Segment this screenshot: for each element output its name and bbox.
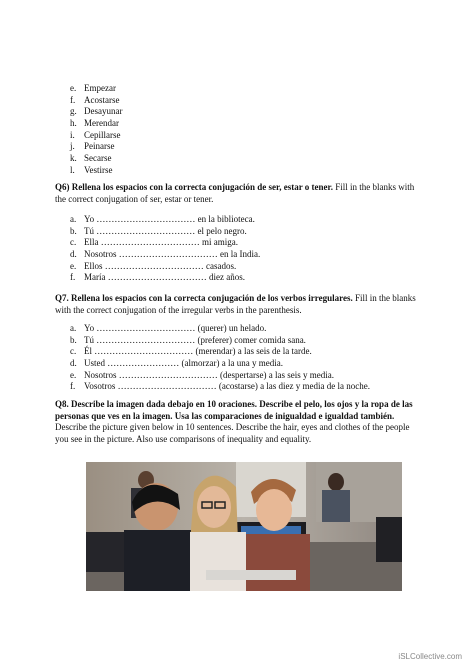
answer-item: a. Yo …………………………… (querer) un helado.	[70, 323, 267, 333]
answer-item: c. Ella …………………………… mi amiga.	[70, 237, 238, 248]
answer-item: d. Usted …………………… (almorzar) a la una y media.	[70, 358, 283, 369]
answer-item: b. Tú …………………………… el pelo negro.	[70, 225, 247, 236]
answer-item: d. Nosotros …………………………… en la India.	[70, 249, 261, 260]
answer-item: f. María …………………………… diez años.	[70, 272, 245, 283]
list-item: l. Vestirse	[70, 164, 113, 175]
answer-item: e. Nosotros …………………………… (despertarse) a las seis y media.	[70, 369, 334, 380]
question-q7	[55, 293, 423, 316]
list-item: e. Empezar	[70, 83, 116, 93]
list-item: f. Acostarse	[70, 94, 120, 105]
students-photo	[86, 462, 402, 591]
answer-item: a. Yo …………………………… en la biblioteca.	[70, 214, 255, 224]
list-item: k. Secarse	[70, 153, 112, 164]
question-title: Q8. Describe la imagen dada debajo en 10 oraciones. Describe el pelo, los ojos y la ropa de las personas que ves en la imagen. Usa las comparaciones de inigualdad e igualdad también.	[55, 399, 413, 421]
list-item: i. Cepillarse	[70, 129, 121, 140]
question-q8	[55, 399, 423, 445]
students-photo-illustration	[86, 462, 402, 591]
answer-item: f. Vosotros …………………………… (acostarse) a las diez y media de la noche.	[70, 381, 371, 392]
watermark: iSLCollective.com	[398, 652, 462, 661]
question-q6	[55, 182, 423, 205]
answer-item: e. Ellos …………………………… casados.	[70, 260, 237, 271]
q6-answers	[70, 214, 430, 284]
list-item: j. Peinarse	[70, 141, 115, 152]
question-instruction: Fill in the blanks with the correct conjugation of the irregular verbs in the parenthesis.	[55, 293, 416, 315]
answer-item: c. Él …………………………… (merendar) a las seis de la tarde.	[70, 346, 312, 357]
answer-item: b. Tú …………………………… (preferer) comer comida sana.	[70, 334, 306, 345]
verb-list	[70, 83, 430, 177]
list-item: h. Merendar	[70, 118, 119, 129]
list-item: g. Desayunar	[70, 106, 123, 117]
question-instruction: Describe the picture given below in 10 sentences. Describe the hair, eyes and clothes of the people you see in the picture. Also use comparisons of inequality and equality.	[55, 422, 410, 444]
question-title: Q7. Rellena los espacios con la correcta conjugación de los verbos irregulares.	[55, 293, 353, 303]
q7-answers	[70, 323, 430, 393]
question-title: Q6) Rellena los espacios con la correcta conjugación de ser, estar o tener.	[55, 182, 333, 192]
question-instruction: Fill in the blanks with the correct conjugation of ser, estar or tener.	[55, 182, 415, 204]
